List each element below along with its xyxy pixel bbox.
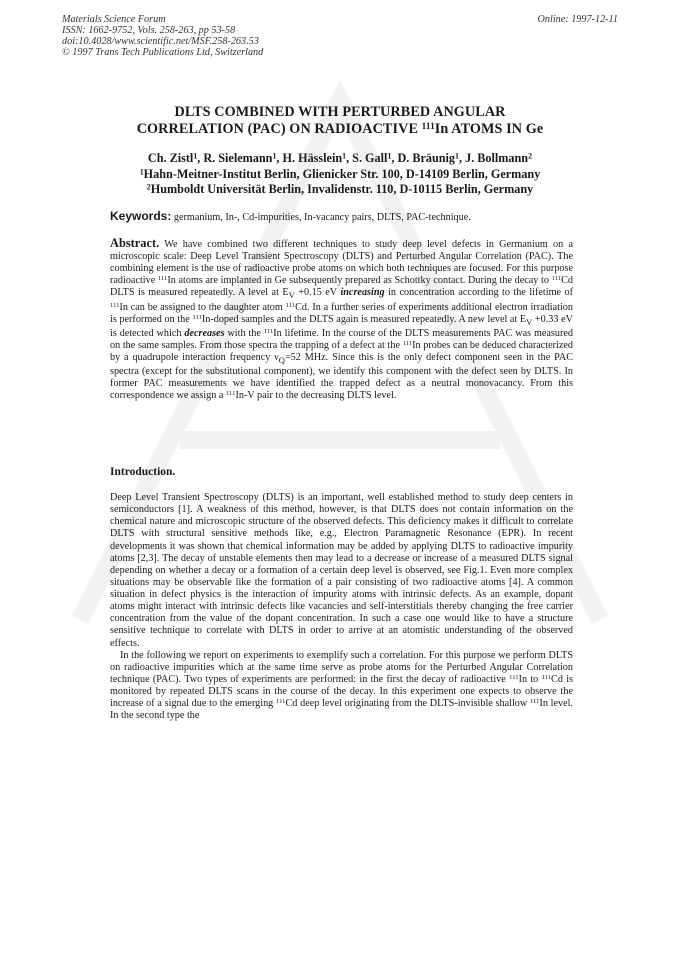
isotope: 111 xyxy=(285,301,296,309)
paragraph-text: In to xyxy=(518,673,542,685)
paragraph-text: Cd is monitored by repeated DLTS scans in the course of the decay. In this experiment one expects to observe the increase of a signal due to the emerging xyxy=(110,673,574,710)
affiliation-2 xyxy=(90,182,590,198)
title-text: CORRELATION (PAC) ON RADIOACTIVE xyxy=(136,121,422,137)
doi-line[interactable]: doi:10.4028/www.scientific.net/MSF.258-263.53 xyxy=(62,36,259,47)
isotope: 111 xyxy=(192,313,202,321)
affil-mark: 1 xyxy=(193,151,198,161)
isotope: 111 xyxy=(110,301,120,309)
abstract-text: +0.33 eV is detected which xyxy=(110,313,574,339)
author: , R. Sielemann xyxy=(197,151,273,165)
keywords xyxy=(110,210,580,224)
author: Ch. Zistl xyxy=(147,151,194,165)
isotope: 111 xyxy=(157,275,168,283)
abstract-text: in concentration according to the lifetime of xyxy=(384,287,573,299)
keywords-text: germanium, In-, Cd-impurities, In-vacancy pairs, DLTS, PAC-technique. xyxy=(171,212,471,223)
author-block xyxy=(90,151,590,198)
isotope: 111 xyxy=(529,698,540,706)
isotope: 111 xyxy=(541,673,552,681)
introduction-body xyxy=(110,492,573,722)
paragraph-text: In level. In the second type the xyxy=(110,698,574,722)
affiliation-1 xyxy=(90,167,590,183)
emphasis: decreases xyxy=(184,327,225,339)
author: , S. Gall xyxy=(346,151,388,165)
abstract-label: Abstract. xyxy=(110,236,160,250)
abstract-text: =52 MHz. Since this is the only defect component seen in the PAC spectra (except for the substitutional component), we identify this component with the defect seen by DLTS. In former PAC measurements we have identified the trapped defect as a neutral monovacancy. From this correspondence we assign a xyxy=(110,351,574,402)
isotope: 111 xyxy=(402,339,413,347)
author: , D. Bräunig xyxy=(391,151,456,165)
paragraph: Deep Level Transient Spectroscopy (DLTS) is an important, well established method to study deep centers in semiconductors [1]. A weakness of this method, however, is that DLTS does not contain information on the chemical nature and microscopic structure of the observed defects. This deficiency makes it difficult to correlate DLTS with structural sensitive methods like, e.g., Electron Paramagnetic Resonance (EPR). In recent developments it was shown that chemical information may be added by applying DLTS to radioactive impurity atoms [2,3]. The decay of unstable elements then may lead to a decrease or increase of a measured DLTS signal depending on whether a decay or a formation of a certain deep level is observed, see Fig.1. Even more complex situations may be observable like the formation of a pair consisting of two radioactive atoms [4]. A common situation in defect physics is the interaction of impurity atoms with intrinsic defects. As an example, dopant atoms might interact with intrinsic defects like vacancies and self-interstitials thereby changing the free carrier concentration from the value of the dopant concentration. In such a case one would like to have a structure sensitive technique to correlate with DLTS in order to arrive at an atomistic understanding of the observed effects. xyxy=(110,492,573,649)
abstract-text: In lifetime. In the course of the DLTS measurements PAC was measured on the same samples. From those spectra the trapping of a defect at the xyxy=(110,327,574,351)
online-date: Online: 1997-12-11 xyxy=(537,14,618,25)
title-text: In ATOMS IN Ge xyxy=(434,121,544,137)
title-line-2 xyxy=(90,121,590,138)
paragraph xyxy=(110,650,573,723)
abstract-text: In-doped samples and the DLTS again is measured repeatedly. A new level at E xyxy=(201,313,527,325)
isotope: 111 xyxy=(551,275,562,283)
paragraph-text: In the following we report on experiments to exemplify such a correlation. For this purpose we perform DLTS on radioactive impurities which at the same time serve as probe atoms for the Perturbed Angular Correlation technique (PAC). Two types of experiments are performed: in the first the decay of radioactive xyxy=(110,649,573,685)
journal-name: Materials Science Forum xyxy=(62,14,166,25)
affil-mark: 1 xyxy=(387,151,392,161)
isotope: 111 xyxy=(509,673,519,681)
title-line-1: DLTS COMBINED WITH PERTURBED ANGULAR xyxy=(174,104,506,120)
affil-mark: 1 xyxy=(272,151,277,161)
journal-header xyxy=(62,14,618,58)
abstract-text: In atoms are implanted in Ge subsequently prepared as Schottky contact. During the decay to xyxy=(167,275,552,287)
affil-mark: 1 xyxy=(139,166,144,176)
abstract-text: In-V pair to the decreasing DLTS level. xyxy=(235,390,397,402)
affil-mark: 1 xyxy=(455,151,459,161)
abstract-text: +0.15 eV xyxy=(294,287,341,299)
section-heading-introduction: Introduction. xyxy=(110,466,176,478)
affiliation-text: Humboldt Universität Berlin, Invalidenstr. 110, D-10115 Berlin, Germany xyxy=(150,182,534,196)
emphasis: increasing xyxy=(340,287,385,299)
affil-mark: 2 xyxy=(528,151,533,161)
affil-mark: 2 xyxy=(146,182,151,192)
abstract-text: Cd. In a further series of experiments additional electron irradiation is performed on the xyxy=(110,301,573,325)
isotope: 111 xyxy=(263,327,274,335)
affiliation-text: Hahn-Meitner-Institut Berlin, Glienicker Str. 100, D-14109 Berlin, Germany xyxy=(143,166,541,181)
author-list xyxy=(90,151,590,167)
abstract-text: In probes can be deduced characterized by a quadrupole interaction frequency ν xyxy=(110,339,573,363)
abstract-text: We have combined two different techniques to study deep level defects in Germanium on a microscopic scale: Deep Level Transient Spectroscopy (DLTS) and Perturbed Angular Correlation (PAC). The combining element is the use of radioactive probe atoms on which both techniques are focused. For this purpose radioactive xyxy=(110,239,573,287)
issn-line: ISSN: 1662-9752, Vols. 258-263, pp 53-58 xyxy=(62,25,236,36)
subscript: V xyxy=(288,290,295,301)
subscript: V xyxy=(526,316,533,327)
paper-title xyxy=(90,104,590,138)
abstract-text: with the xyxy=(224,327,264,339)
isotope: 111 xyxy=(225,390,236,398)
title-isotope: 111 xyxy=(421,120,435,131)
copyright-line: © 1997 Trans Tech Publications Ltd, Switzerland xyxy=(62,47,264,58)
isotope: 111 xyxy=(276,698,286,706)
author: , H. Hässlein xyxy=(276,151,343,165)
author: , J. Bollmann xyxy=(459,151,529,165)
keywords-label: Keywords: xyxy=(110,209,172,223)
paragraph-text: Cd deep level originating from the DLTS-invisible shallow xyxy=(285,698,530,710)
subscript: Q xyxy=(278,354,285,365)
abstract-text: Cd DLTS is measured repeatedly. A level at E xyxy=(110,275,573,299)
abstract xyxy=(110,237,573,402)
abstract-text: In can be assigned to the daughter atom xyxy=(119,301,286,313)
affil-mark: 1 xyxy=(342,151,347,161)
